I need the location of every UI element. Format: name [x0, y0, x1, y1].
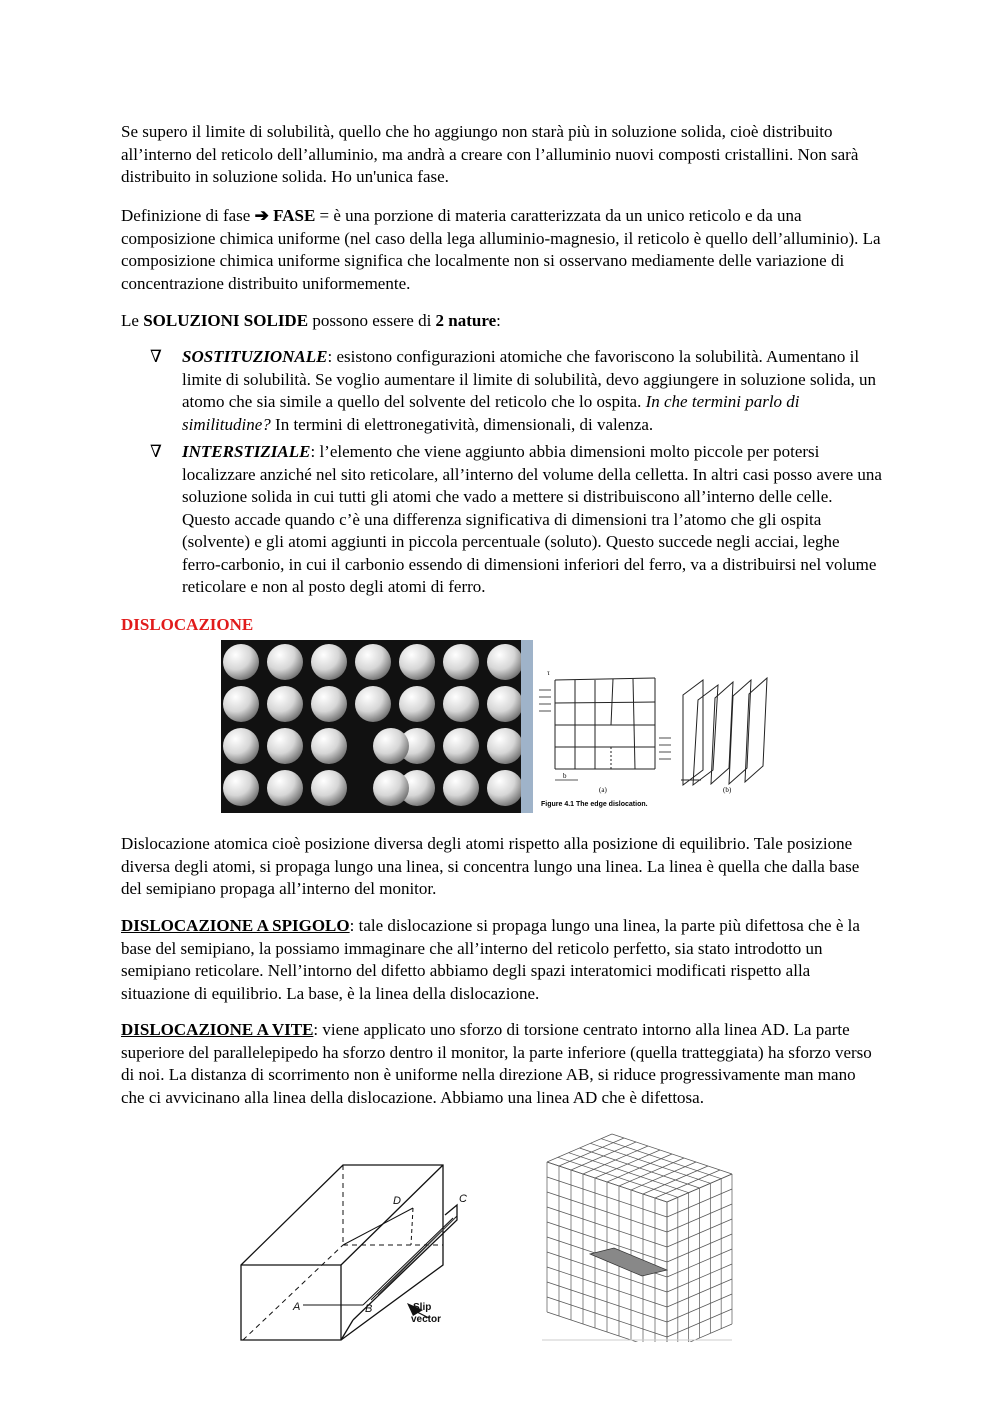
point-b-label: B [365, 1303, 373, 1315]
atom-sphere [267, 728, 303, 764]
paragraph-screw-dislocation [121, 1019, 881, 1109]
atom-sphere [223, 686, 259, 722]
edge-dislocation-title: DISLOCAZIONE A SPIGOLO [121, 916, 350, 935]
atom-sphere [373, 728, 409, 764]
panel-a-label: (a) [599, 786, 607, 794]
solid-solutions-colon: : [496, 311, 501, 330]
phase-term: FASE [273, 206, 316, 225]
atom-sphere [443, 728, 479, 764]
interstitial-term: INTERSTIZIALE [182, 442, 311, 461]
arrow-icon: ➔ [254, 206, 269, 225]
atom-sphere [223, 728, 259, 764]
atom-sphere [311, 644, 347, 680]
substitutional-text: : esistono configurazioni atomiche che favoriscono la solubilità. Aumentano il limite di solubilità. Se voglio aumentare il limite di solubilità, devo aggiungere in soluzione solida, un atomo che sia simile a quello del solvente del reticolo che lo ospita. [182, 347, 877, 411]
paragraph-edge-dislocation [121, 915, 881, 1005]
section-title-dislocation: DISLOCAZIONE [121, 615, 254, 634]
vector-label: vector [411, 1314, 442, 1325]
image-border-strip [521, 640, 533, 813]
burgers-vector-label: b [563, 772, 567, 780]
phase-definition-prefix: Definizione di fase [121, 206, 255, 225]
screw-dislocation-text: : viene applicato uno sforzo di torsione centrato intorno alla linea AD. La parte superiore del parallelepipedo ha sforzo dentro il monitor, la parte inferiore (quella tratteggiata) ha sforzo verso di noi. La distanza di scorrimento non è uniforme nella direzione AB, si riduce progressivamente man mano che ci avvicinano alla linea della dislocazione. Abbiamo una linea AD che è difettosa. [121, 1020, 872, 1107]
phase-definition-text: = è una porzione di materia caratterizzata da un unico reticolo e da una composizione chimica uniforme (nel caso della lega alluminio-magnesio, il reticolo è quello dell’alluminio). La composizione chimica uniforme significa che localmente non si osservano mediamente delle variazione di concentrazione distribuito uniformemente. [121, 206, 881, 293]
bullet-substitutional-body [182, 346, 882, 436]
paragraph-solubility-limit: Se supero il limite di solubilità, quello che ho aggiungo non starà più in soluzione solida, cioè distribuito all’interno del reticolo dell’alluminio, ma andrà a creare con l’alluminio nuovi composti cristallini. Non sarà distribuito in soluzione solida. Ho un'unica fase. [121, 122, 859, 186]
atom-sphere [443, 770, 479, 806]
substitutional-term: SOSTITUZIONALE [182, 347, 328, 366]
atom-sphere [373, 770, 409, 806]
interstitial-text: : l’elemento che viene aggiunto abbia dimensioni molto piccole per potersi localizzare anziché nel sito reticolare, all’interno del volume della celletta. In altri casi posso avere una soluzione solida in cui tutti gli atomi che vado a mettere si distribuiscono all’interno delle celle. Questo accade quando c’è una differenza significativa di dimensioni tra l’atomo che gli ospita (solvente) e gli atomi aggiunti in piccola percentuale (soluto). Questo succede negli acciai, leghe ferro-carbonio, in cui il carbonio essendo di dimensioni inferiori del ferro, va a distribuirsi nel volume reticolare e non al posto degli atomi di ferro. [182, 442, 882, 596]
screw-dislocation-cube-lattice [542, 1132, 737, 1342]
edge-dislocation-text: : tale dislocazione si propaga lungo una linea, la parte più difettosa che è la base del semipiano, la possiamo immaginare che all’interno del reticolo perfetto, sia stato introdotto un semipiano reticolare. Nell’intorno del difetto abbiamo degli spazi interatomici modificati rispetto alla situazione di equilibrio. La base, è la linea della dislocazione. [121, 916, 860, 1003]
tau-label: τ [547, 669, 550, 677]
atom-sphere [223, 644, 259, 680]
atom-sphere [355, 644, 391, 680]
shear-arrows [539, 690, 671, 780]
atom-sphere [223, 770, 259, 806]
cube-grid [547, 1134, 732, 1342]
atom-sphere [443, 644, 479, 680]
paragraph-phase-definition [121, 205, 881, 295]
nabla-bullet-icon: ∇ [150, 347, 162, 366]
edge-dislocation-figure [533, 640, 783, 820]
solid-solutions-term: SOLUZIONI SOLIDE [143, 311, 309, 330]
paragraph-atomic-dislocation: Dislocazione atomica cioè posizione diversa degli atomi rispetto alla posizione di equilibrio. Tale posizione diversa degli atomi, si propaga lungo una linea, si concentra lungo una linea. La linea è quella che dalla base del semipiano propaga all’interno del monitor. [121, 834, 860, 898]
edge-grid [555, 678, 655, 769]
paragraph-solid-solutions [121, 310, 881, 333]
atom-sphere [399, 686, 435, 722]
atom-sphere [267, 686, 303, 722]
atom-sphere [311, 728, 347, 764]
atomic-lattice-image [221, 640, 521, 813]
panel-b-label: (b) [723, 786, 732, 794]
two-natures-term: 2 nature [435, 311, 497, 330]
substitutional-question: In che termini parlo di similitudine? [182, 392, 800, 434]
atom-sphere [399, 644, 435, 680]
atom-sphere [267, 770, 303, 806]
point-a-label: A [293, 1301, 301, 1313]
solid-solutions-text-a: Le [121, 311, 144, 330]
atom-sphere [311, 770, 347, 806]
figure-caption: Figure 4.1 The edge dislocation. [541, 801, 648, 808]
point-c-label: C [459, 1193, 467, 1205]
solid-solutions-text-c: possono essere di [308, 311, 436, 330]
substitutional-tail: In termini di elettronegatività, dimensionali, di valenza. [270, 414, 654, 434]
screw-dislocation-block-figure [233, 1150, 473, 1345]
nabla-bullet-icon: ∇ [150, 442, 162, 461]
point-d-label: D [393, 1195, 401, 1207]
bullet-interstitial-body [182, 441, 882, 599]
slip-planes [681, 678, 767, 785]
atom-sphere [267, 644, 303, 680]
atom-sphere [443, 686, 479, 722]
screw-dislocation-title: DISLOCAZIONE A VITE [121, 1020, 314, 1039]
atom-sphere [311, 686, 347, 722]
atom-sphere [355, 686, 391, 722]
slip-label: Slip [413, 1302, 432, 1313]
